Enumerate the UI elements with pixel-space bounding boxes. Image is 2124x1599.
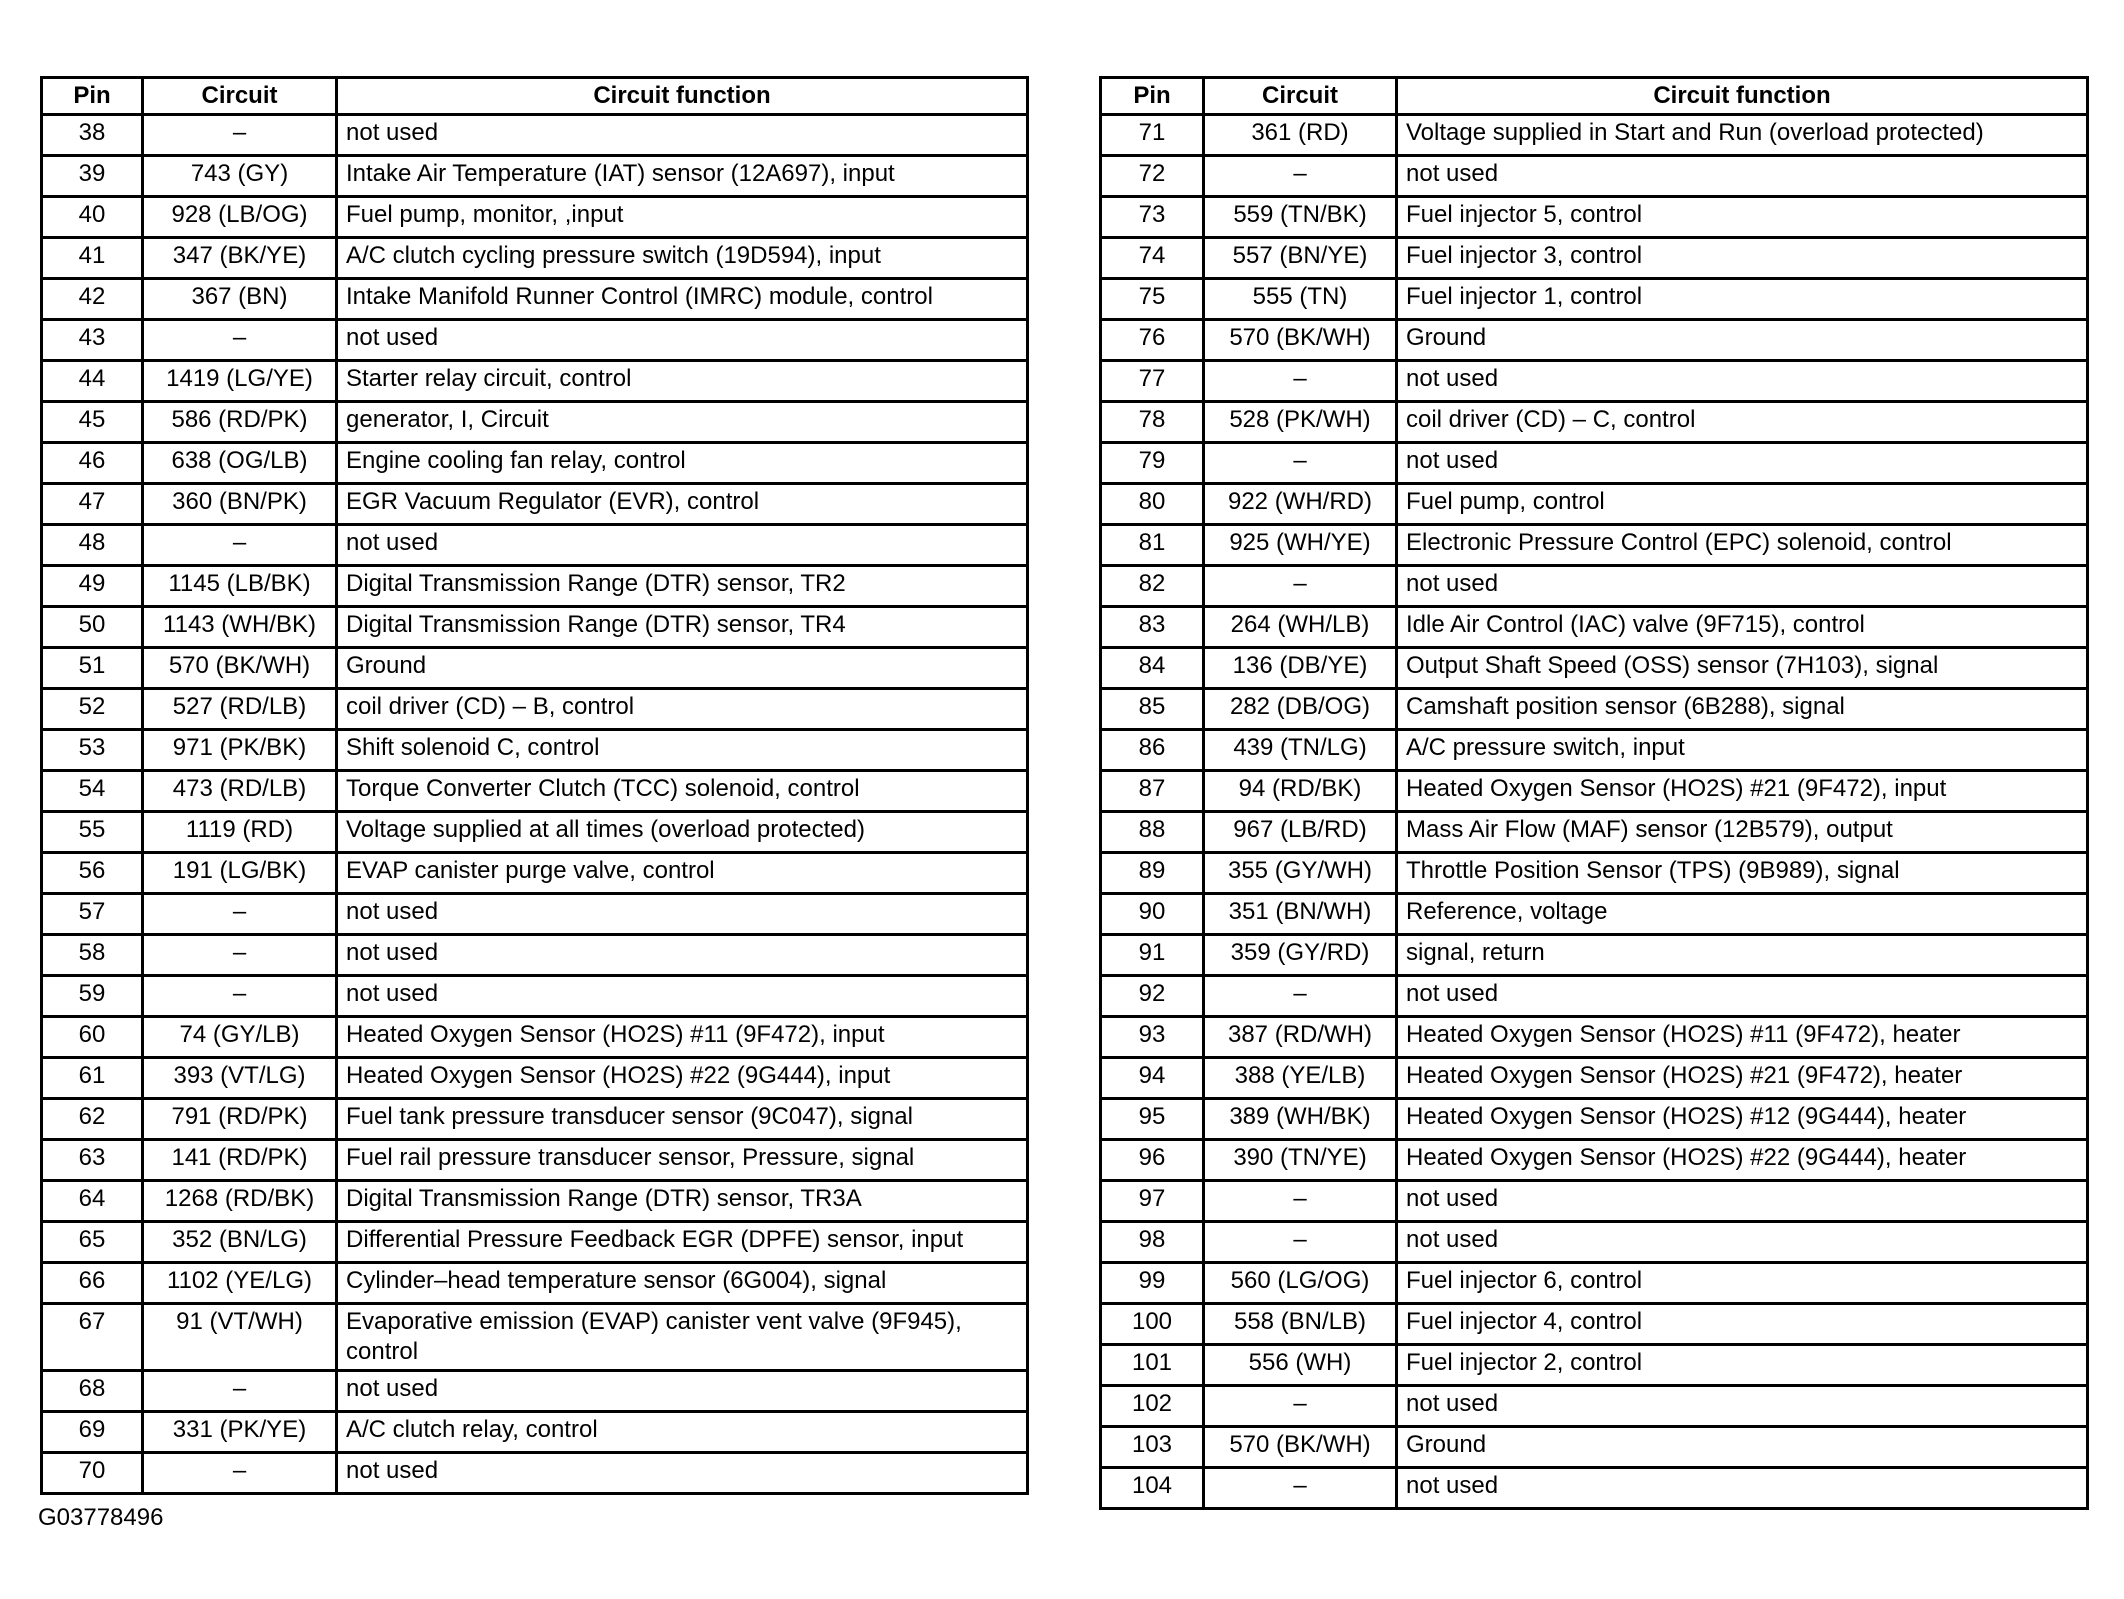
circuit-cell: 355 (GY/WH) (1204, 853, 1397, 894)
circuit-cell: 570 (BK/WH) (1204, 1427, 1397, 1468)
pin-cell: 63 (42, 1140, 143, 1181)
circuit-cell: 570 (BK/WH) (143, 648, 337, 689)
circuit-function-cell: Output Shaft Speed (OSS) sensor (7H103), signal (1397, 648, 2088, 689)
table-row (1101, 443, 2088, 484)
circuit-cell: 264 (WH/LB) (1204, 607, 1397, 648)
table-row (42, 1099, 1028, 1140)
table-row (42, 1017, 1028, 1058)
pin-cell: 75 (1101, 279, 1204, 320)
circuit-function-cell: Heated Oxygen Sensor (HO2S) #11 (9F472), input (337, 1017, 1028, 1058)
table-row (1101, 197, 2088, 238)
table-row (1101, 853, 2088, 894)
table-row (1101, 156, 2088, 197)
pin-cell: 55 (42, 812, 143, 853)
circuit-function-cell: Fuel injector 3, control (1397, 238, 2088, 279)
pin-cell: 79 (1101, 443, 1204, 484)
pin-cell: 38 (42, 115, 143, 156)
circuit-function-cell: Ground (1397, 1427, 2088, 1468)
table-row (1101, 1427, 2088, 1468)
circuit-function-cell: Fuel injector 5, control (1397, 197, 2088, 238)
circuit-function-cell: not used (337, 1371, 1028, 1412)
table-row (1101, 771, 2088, 812)
pin-cell: 59 (42, 976, 143, 1017)
pin-cell: 52 (42, 689, 143, 730)
table-row (42, 1263, 1028, 1304)
circuit-function-cell: Camshaft position sensor (6B288), signal (1397, 689, 2088, 730)
circuit-cell: 1102 (YE/LG) (143, 1263, 337, 1304)
table-row (42, 1304, 1028, 1371)
table-row (1101, 1304, 2088, 1345)
circuit-function-cell: EGR Vacuum Regulator (EVR), control (337, 484, 1028, 525)
circuit-cell: 570 (BK/WH) (1204, 320, 1397, 361)
circuit-cell: 393 (VT/LG) (143, 1058, 337, 1099)
pin-cell: 78 (1101, 402, 1204, 443)
circuit-cell: 361 (RD) (1204, 115, 1397, 156)
circuit-cell: 743 (GY) (143, 156, 337, 197)
table-row (1101, 402, 2088, 443)
circuit-cell: – (1204, 361, 1397, 402)
table-row (1101, 1017, 2088, 1058)
circuit-function-cell: Fuel injector 1, control (1397, 279, 2088, 320)
circuit-function-cell: Fuel tank pressure transducer sensor (9C047), signal (337, 1099, 1028, 1140)
circuit-cell: 191 (LG/BK) (143, 853, 337, 894)
circuit-function-cell: not used (337, 115, 1028, 156)
table-row (42, 894, 1028, 935)
circuit-function-cell: Fuel pump, monitor, ,input (337, 197, 1028, 238)
circuit-cell: 560 (LG/OG) (1204, 1263, 1397, 1304)
circuit-cell: 528 (PK/WH) (1204, 402, 1397, 443)
table-row (1101, 1181, 2088, 1222)
pin-cell: 57 (42, 894, 143, 935)
table-row (42, 730, 1028, 771)
circuit-cell: 971 (PK/BK) (143, 730, 337, 771)
pin-cell: 86 (1101, 730, 1204, 771)
pin-cell: 84 (1101, 648, 1204, 689)
pin-cell: 62 (42, 1099, 143, 1140)
header-row (1101, 78, 2088, 115)
pin-cell: 99 (1101, 1263, 1204, 1304)
pin-cell: 87 (1101, 771, 1204, 812)
table-row (1101, 689, 2088, 730)
pin-cell: 58 (42, 935, 143, 976)
circuit-cell: 389 (WH/BK) (1204, 1099, 1397, 1140)
table-row (1101, 1263, 2088, 1304)
circuit-cell: – (143, 894, 337, 935)
circuit-function-cell: Fuel injector 6, control (1397, 1263, 2088, 1304)
circuit-function-cell: not used (1397, 1222, 2088, 1263)
circuit-function-cell: not used (1397, 361, 2088, 402)
circuit-cell: 387 (RD/WH) (1204, 1017, 1397, 1058)
pin-cell: 88 (1101, 812, 1204, 853)
pin-cell: 44 (42, 361, 143, 402)
table-row (42, 484, 1028, 525)
table-row (42, 566, 1028, 607)
circuit-function-cell: Shift solenoid C, control (337, 730, 1028, 771)
circuit-function-cell: not used (1397, 976, 2088, 1017)
circuit-cell: 555 (TN) (1204, 279, 1397, 320)
circuit-cell: – (1204, 1468, 1397, 1509)
circuit-function-cell: Ground (1397, 320, 2088, 361)
table-row (42, 1140, 1028, 1181)
circuit-function-cell: signal, return (1397, 935, 2088, 976)
table-row (1101, 1058, 2088, 1099)
circuit-cell: – (1204, 1386, 1397, 1427)
pin-cell: 56 (42, 853, 143, 894)
table-row (1101, 1222, 2088, 1263)
table-row (42, 935, 1028, 976)
pin-cell: 83 (1101, 607, 1204, 648)
circuit-cell: 527 (RD/LB) (143, 689, 337, 730)
pin-cell: 43 (42, 320, 143, 361)
table-row (1101, 484, 2088, 525)
circuit-function-cell: Fuel injector 4, control (1397, 1304, 2088, 1345)
pin-cell: 46 (42, 443, 143, 484)
circuit-cell: 556 (WH) (1204, 1345, 1397, 1386)
circuit-cell: – (1204, 1181, 1397, 1222)
circuit-cell: – (1204, 156, 1397, 197)
circuit-cell: 586 (RD/PK) (143, 402, 337, 443)
circuit-cell: 367 (BN) (143, 279, 337, 320)
circuit-function-cell: Cylinder–head temperature sensor (6G004), signal (337, 1263, 1028, 1304)
circuit-function-cell: Voltage supplied at all times (overload protected) (337, 812, 1028, 853)
circuit-cell: 331 (PK/YE) (143, 1412, 337, 1453)
circuit-cell: – (1204, 566, 1397, 607)
table-row (42, 812, 1028, 853)
circuit-function-cell: A/C clutch relay, control (337, 1412, 1028, 1453)
table-row (1101, 976, 2088, 1017)
pin-cell: 53 (42, 730, 143, 771)
table-row (1101, 730, 2088, 771)
circuit-function-cell: Ground (337, 648, 1028, 689)
circuit-function-cell: Intake Air Temperature (IAT) sensor (12A697), input (337, 156, 1028, 197)
pin-cell: 41 (42, 238, 143, 279)
circuit-function-cell: Intake Manifold Runner Control (IMRC) module, control (337, 279, 1028, 320)
circuit-cell: – (143, 935, 337, 976)
circuit-cell: 74 (GY/LB) (143, 1017, 337, 1058)
circuit-function-cell: Differential Pressure Feedback EGR (DPFE) sensor, input (337, 1222, 1028, 1263)
circuit-function-cell: Fuel injector 2, control (1397, 1345, 2088, 1386)
pin-cell: 68 (42, 1371, 143, 1412)
circuit-function-cell: Heated Oxygen Sensor (HO2S) #21 (9F472), input (1397, 771, 2088, 812)
circuit-cell: 922 (WH/RD) (1204, 484, 1397, 525)
pin-cell: 93 (1101, 1017, 1204, 1058)
circuit-cell: 351 (BN/WH) (1204, 894, 1397, 935)
circuit-cell: 360 (BN/PK) (143, 484, 337, 525)
circuit-cell: – (143, 1371, 337, 1412)
table-row (1101, 279, 2088, 320)
header-circuit-function: Circuit function (337, 78, 1028, 115)
pin-cell: 54 (42, 771, 143, 812)
circuit-cell: – (1204, 443, 1397, 484)
pin-cell: 91 (1101, 935, 1204, 976)
pin-cell: 98 (1101, 1222, 1204, 1263)
pin-cell: 71 (1101, 115, 1204, 156)
pin-cell: 81 (1101, 525, 1204, 566)
pin-cell: 73 (1101, 197, 1204, 238)
circuit-function-cell: Fuel pump, control (1397, 484, 2088, 525)
table-row (1101, 238, 2088, 279)
pin-cell: 61 (42, 1058, 143, 1099)
circuit-cell: 473 (RD/LB) (143, 771, 337, 812)
circuit-cell: 1419 (LG/YE) (143, 361, 337, 402)
table-row (42, 1371, 1028, 1412)
circuit-function-cell: Heated Oxygen Sensor (HO2S) #22 (9G444), input (337, 1058, 1028, 1099)
circuit-function-cell: EVAP canister purge valve, control (337, 853, 1028, 894)
pin-cell: 90 (1101, 894, 1204, 935)
table-row (42, 320, 1028, 361)
circuit-function-cell: Heated Oxygen Sensor (HO2S) #11 (9F472), heater (1397, 1017, 2088, 1058)
circuit-cell: 359 (GY/RD) (1204, 935, 1397, 976)
circuit-function-cell: not used (337, 1453, 1028, 1494)
circuit-function-cell: A/C pressure switch, input (1397, 730, 2088, 771)
circuit-function-cell: Electronic Pressure Control (EPC) solenoid, control (1397, 525, 2088, 566)
circuit-function-cell: not used (1397, 156, 2088, 197)
circuit-cell: 925 (WH/YE) (1204, 525, 1397, 566)
pin-cell: 39 (42, 156, 143, 197)
header-row (42, 78, 1028, 115)
circuit-function-cell: not used (337, 320, 1028, 361)
circuit-cell: – (1204, 976, 1397, 1017)
circuit-function-cell: Voltage supplied in Start and Run (overload protected) (1397, 115, 2088, 156)
table-row (1101, 361, 2088, 402)
circuit-cell: 1143 (WH/BK) (143, 607, 337, 648)
table-row (1101, 935, 2088, 976)
circuit-cell: – (143, 1453, 337, 1494)
circuit-function-cell: not used (1397, 443, 2088, 484)
circuit-function-cell: Torque Converter Clutch (TCC) solenoid, control (337, 771, 1028, 812)
circuit-function-cell: Evaporative emission (EVAP) canister vent valve (9F945), control (337, 1304, 1028, 1371)
pin-cell: 51 (42, 648, 143, 689)
circuit-cell: 557 (BN/YE) (1204, 238, 1397, 279)
circuit-cell: 388 (YE/LB) (1204, 1058, 1397, 1099)
circuit-function-cell: Digital Transmission Range (DTR) sensor, TR2 (337, 566, 1028, 607)
pin-cell: 92 (1101, 976, 1204, 1017)
pin-cell: 77 (1101, 361, 1204, 402)
header-pin: Pin (1101, 78, 1204, 115)
circuit-cell: 347 (BK/YE) (143, 238, 337, 279)
circuit-cell: 559 (TN/BK) (1204, 197, 1397, 238)
table-row (1101, 566, 2088, 607)
table-row (1101, 812, 2088, 853)
pin-cell: 66 (42, 1263, 143, 1304)
header-circuit: Circuit (1204, 78, 1397, 115)
table-row (42, 1453, 1028, 1494)
circuit-cell: 1119 (RD) (143, 812, 337, 853)
pin-cell: 104 (1101, 1468, 1204, 1509)
table-row (1101, 607, 2088, 648)
pin-cell: 69 (42, 1412, 143, 1453)
pin-cell: 80 (1101, 484, 1204, 525)
circuit-cell: 638 (OG/LB) (143, 443, 337, 484)
pin-cell: 70 (42, 1453, 143, 1494)
pin-table-left (40, 76, 1029, 1495)
circuit-cell: 94 (RD/BK) (1204, 771, 1397, 812)
pin-cell: 65 (42, 1222, 143, 1263)
pin-cell: 95 (1101, 1099, 1204, 1140)
table-row (1101, 320, 2088, 361)
circuit-cell: – (143, 320, 337, 361)
table-row (1101, 894, 2088, 935)
circuit-cell: 1268 (RD/BK) (143, 1181, 337, 1222)
table-row (42, 771, 1028, 812)
pin-cell: 48 (42, 525, 143, 566)
circuit-function-cell: Starter relay circuit, control (337, 361, 1028, 402)
circuit-function-cell: not used (337, 976, 1028, 1017)
circuit-cell: – (143, 525, 337, 566)
circuit-function-cell: Digital Transmission Range (DTR) sensor, TR4 (337, 607, 1028, 648)
circuit-function-cell: not used (1397, 1181, 2088, 1222)
circuit-cell: 352 (BN/LG) (143, 1222, 337, 1263)
circuit-cell: 791 (RD/PK) (143, 1099, 337, 1140)
table-row (42, 1412, 1028, 1453)
circuit-cell: 136 (DB/YE) (1204, 648, 1397, 689)
table-row (42, 156, 1028, 197)
table-row (42, 525, 1028, 566)
circuit-cell: 439 (TN/LG) (1204, 730, 1397, 771)
table-row (1101, 648, 2088, 689)
pin-cell: 72 (1101, 156, 1204, 197)
pin-cell: 89 (1101, 853, 1204, 894)
pin-cell: 103 (1101, 1427, 1204, 1468)
pin-cell: 64 (42, 1181, 143, 1222)
circuit-function-cell: not used (1397, 1386, 2088, 1427)
circuit-function-cell: Fuel rail pressure transducer sensor, Pressure, signal (337, 1140, 1028, 1181)
circuit-cell: 967 (LB/RD) (1204, 812, 1397, 853)
circuit-function-cell: Idle Air Control (IAC) valve (9F715), control (1397, 607, 2088, 648)
table-row (42, 279, 1028, 320)
table-row (1101, 1099, 2088, 1140)
circuit-function-cell: A/C clutch cycling pressure switch (19D594), input (337, 238, 1028, 279)
circuit-function-cell: coil driver (CD) – C, control (1397, 402, 2088, 443)
header-circuit: Circuit (143, 78, 337, 115)
pin-cell: 60 (42, 1017, 143, 1058)
pin-cell: 76 (1101, 320, 1204, 361)
circuit-function-cell: Throttle Position Sensor (TPS) (9B989), signal (1397, 853, 2088, 894)
table-row (42, 197, 1028, 238)
circuit-function-cell: not used (1397, 566, 2088, 607)
pin-cell: 96 (1101, 1140, 1204, 1181)
circuit-cell: 282 (DB/OG) (1204, 689, 1397, 730)
circuit-function-cell: generator, I, Circuit (337, 402, 1028, 443)
table-row (42, 1181, 1028, 1222)
header-circuit-function: Circuit function (1397, 78, 2088, 115)
table-row (1101, 1140, 2088, 1181)
table-row (1101, 525, 2088, 566)
table-row (42, 607, 1028, 648)
circuit-cell: 91 (VT/WH) (143, 1304, 337, 1371)
table-row (1101, 1386, 2088, 1427)
circuit-cell: 928 (LB/OG) (143, 197, 337, 238)
circuit-cell: 141 (RD/PK) (143, 1140, 337, 1181)
pin-cell: 102 (1101, 1386, 1204, 1427)
pin-cell: 97 (1101, 1181, 1204, 1222)
pin-cell: 47 (42, 484, 143, 525)
pin-cell: 42 (42, 279, 143, 320)
table-row (1101, 1345, 2088, 1386)
circuit-function-cell: not used (337, 894, 1028, 935)
table-row (42, 361, 1028, 402)
pin-table-right (1099, 76, 2089, 1510)
table-row (42, 689, 1028, 730)
pin-cell: 94 (1101, 1058, 1204, 1099)
pin-cell: 85 (1101, 689, 1204, 730)
circuit-cell: 390 (TN/YE) (1204, 1140, 1397, 1181)
table-row (1101, 1468, 2088, 1509)
header-pin: Pin (42, 78, 143, 115)
table-row (42, 402, 1028, 443)
table-row (42, 115, 1028, 156)
circuit-cell: 1145 (LB/BK) (143, 566, 337, 607)
table-row (42, 853, 1028, 894)
circuit-cell: – (1204, 1222, 1397, 1263)
pin-cell: 82 (1101, 566, 1204, 607)
figure-id-label: G03778496 (38, 1504, 164, 1531)
circuit-function-cell: Engine cooling fan relay, control (337, 443, 1028, 484)
circuit-function-cell: Mass Air Flow (MAF) sensor (12B579), output (1397, 812, 2088, 853)
table-row (42, 443, 1028, 484)
circuit-function-cell: Heated Oxygen Sensor (HO2S) #21 (9F472), heater (1397, 1058, 2088, 1099)
circuit-function-cell: coil driver (CD) – B, control (337, 689, 1028, 730)
circuit-function-cell: not used (1397, 1468, 2088, 1509)
circuit-cell: – (143, 115, 337, 156)
circuit-function-cell: Heated Oxygen Sensor (HO2S) #22 (9G444), heater (1397, 1140, 2088, 1181)
pin-cell: 100 (1101, 1304, 1204, 1345)
pin-cell: 74 (1101, 238, 1204, 279)
pin-cell: 67 (42, 1304, 143, 1371)
pin-cell: 40 (42, 197, 143, 238)
circuit-function-cell: not used (337, 935, 1028, 976)
pin-cell: 49 (42, 566, 143, 607)
circuit-function-cell: Digital Transmission Range (DTR) sensor, TR3A (337, 1181, 1028, 1222)
table-row (1101, 115, 2088, 156)
table-row (42, 976, 1028, 1017)
table-row (42, 648, 1028, 689)
circuit-function-cell: not used (337, 525, 1028, 566)
table-row (42, 1058, 1028, 1099)
pin-cell: 50 (42, 607, 143, 648)
table-row (42, 238, 1028, 279)
pin-cell: 101 (1101, 1345, 1204, 1386)
circuit-cell: 558 (BN/LB) (1204, 1304, 1397, 1345)
circuit-function-cell: Heated Oxygen Sensor (HO2S) #12 (9G444), heater (1397, 1099, 2088, 1140)
circuit-function-cell: Reference, voltage (1397, 894, 2088, 935)
table-row (42, 1222, 1028, 1263)
circuit-cell: – (143, 976, 337, 1017)
pin-cell: 45 (42, 402, 143, 443)
